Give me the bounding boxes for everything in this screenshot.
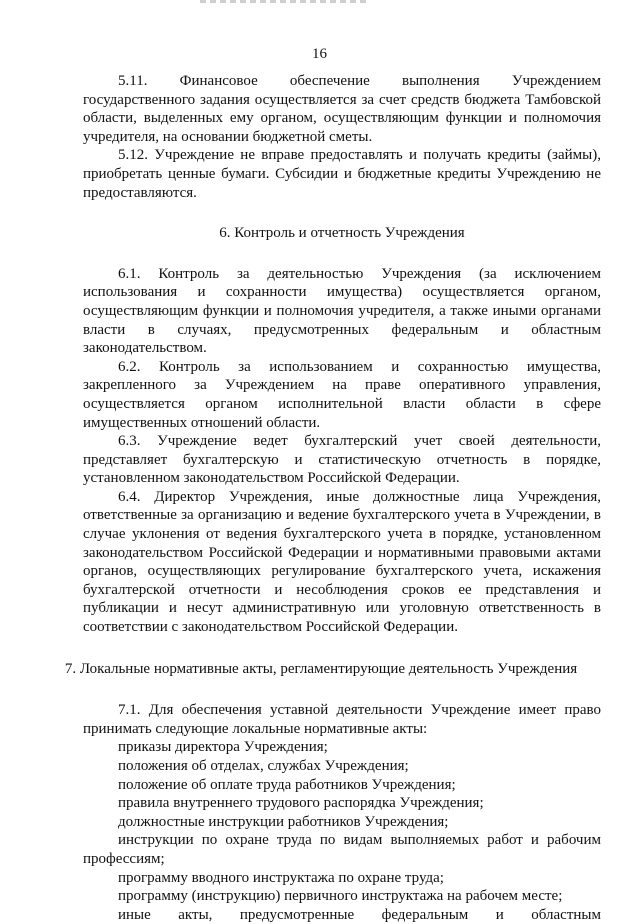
section-6-heading: 6. Контроль и отчетность Учреждения bbox=[219, 225, 465, 242]
list-item: программу (инструкцию) первичного инструктажа на рабочем месте; bbox=[118, 888, 563, 905]
list-item: правила внутреннего трудового распорядка Учреждения; bbox=[118, 795, 484, 812]
list-item: положение об оплате труда работников Учреждения; bbox=[118, 776, 456, 793]
section-7-heading: 7. Локальные нормативные акты, регламентирующие деятельность Учреждения bbox=[64, 660, 578, 677]
list-item: положения об отделах, службах Учреждения; bbox=[118, 758, 409, 774]
paragraph-6-2: 6.2. Контроль за использованием и сохранностью имущества, закрепленного за Учреждением на праве оперативного управления, осуществляется органом исполнительной власти области в сфере имущественных отношений области. bbox=[83, 358, 601, 431]
paragraph-5-11: 5.11. Финансовое обеспечение выполнения Учреждением государственного задания осуществляется за счет средств бюджета Тамбовской области, выделенных ему органом, осуществляющим функции и полномочия учредителя, на основании бюджетной сметы. bbox=[83, 73, 601, 145]
paragraph-5-12: 5.12. Учреждение не вправе предоставлять и получать кредиты (займы), приобретать ценные бумаги. Субсидии и бюджетные кредиты Учреждению не предоставляются. bbox=[83, 147, 601, 201]
scan-artifact bbox=[200, 0, 370, 3]
paragraph-6-4: 6.4. Директор Учреждения, иные должностные лица Учреждения, ответственные за организацию и ведение бухгалтерского учета в Учреждении, в случае уклонения от ведения бухгалтерского учета в порядке, установленном законодательством Российской Федерации и нормативными правовыми актами органов, осуществляющих регулирование бухгалтерского учета, искажения бухгалтерской отчетности и несоблюдения сроков ее представления и публикации и несут административную или уголовную ответственность в соответствии с законодательством Российской Федерации. bbox=[83, 488, 601, 636]
list-item: приказы директора Учреждения; bbox=[118, 739, 328, 756]
list-item: должностные инструкции работников Учреждения; bbox=[118, 813, 449, 830]
list-item: программу вводного инструктажа по охране труда; bbox=[118, 869, 444, 886]
list-item: иные акты, предусмотренные федеральным и областным bbox=[118, 906, 601, 923]
paragraph-6-3: 6.3. Учреждение ведет бухгалтерский учет своей деятельности, представляет бухгалтерскую и статистическую отчетность в порядке, установленном законодательством Российской Федерации. bbox=[83, 433, 601, 487]
list-item: инструкции по охране труда по видам выполняемых работ и рабочим профессиям; bbox=[83, 832, 601, 867]
paragraph-6-1: 6.1. Контроль за деятельностью Учреждения (за исключением использования и сохранности имущества) осуществляется органом, осуществляющим функции и полномочия учредителя, а также иными органами власти в случаях, предусмотренных федеральным и областным законодательством. bbox=[83, 265, 601, 357]
document-body bbox=[64, 72, 601, 924]
paragraph-7-1: 7.1. Для обеспечения уставной деятельности Учреждение имеет право принимать следующие локальные нормативные акты: bbox=[83, 702, 601, 737]
page-number: 16 bbox=[312, 46, 327, 62]
